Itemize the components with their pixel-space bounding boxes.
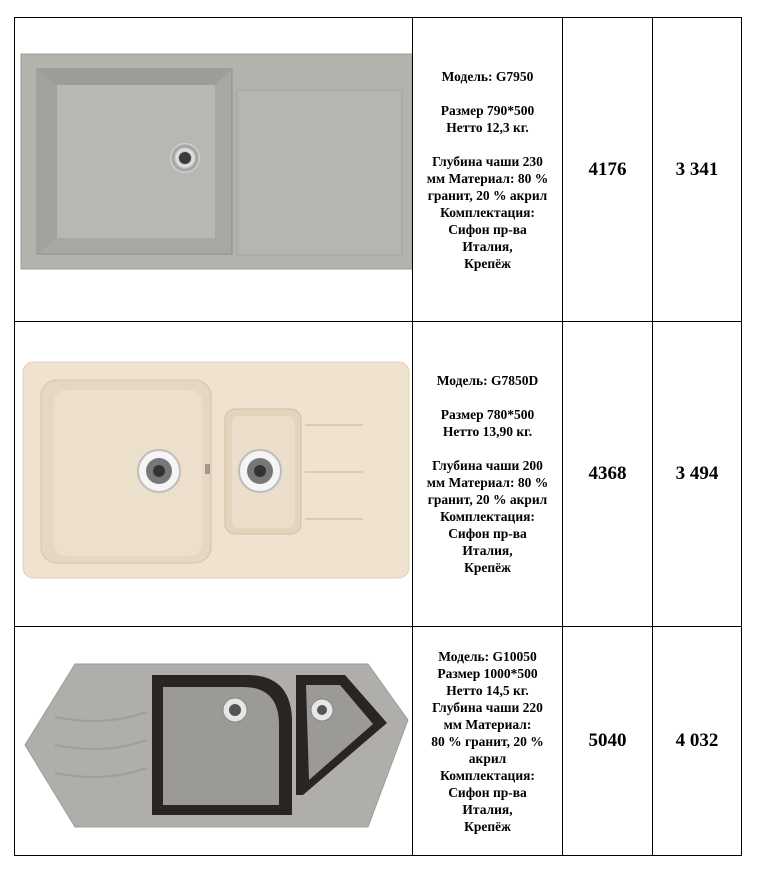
description-line: 80 % гранит, 20 % [431,733,544,749]
description-line: Нетто 12,3 кг. [446,119,529,135]
price-retail: 5040 [563,627,653,856]
table-row [15,322,742,627]
description-line: гранит, 20 % акрил [427,187,548,203]
description-line: гранит, 20 % акрил [427,492,548,507]
price-table [14,17,742,856]
description-line: Размер 790*500 [440,102,535,118]
description-gap [419,440,556,457]
description-line: Сифон пр-ва [448,784,527,800]
product-description [413,322,563,627]
description-line: мм Материал: 80 % [426,475,549,490]
description-line: Модель: G10050 [438,648,537,664]
description-line: Комплектация: [440,204,535,220]
description-line: Комплектация: [440,767,535,783]
description-line: Нетто 13,90 кг. [442,424,533,439]
price-retail: 4368 [563,322,653,627]
sink-g7850d-image [15,322,412,626]
description-line: Сифон пр-ва [448,526,527,541]
description-line: Крепёж [464,560,511,575]
description-line: Глубина чаши 230 [432,153,543,169]
description-gap [419,85,556,102]
price-discount: 3 341 [653,18,742,322]
product-image-cell [15,322,413,627]
description-line: Сифон пр-ва [448,221,527,237]
product-image-cell [15,18,413,322]
description-line: Нетто 14,5 кг. [446,682,529,698]
table-row [15,627,742,856]
description-gap [419,136,556,153]
description-line: мм Материал: [443,716,532,732]
description-line: Крепёж [464,255,511,271]
sink-g7950-image [15,18,412,321]
description-line: Италия, [462,543,513,558]
description-line: Италия, [462,801,513,817]
sink-g10050-image [15,627,412,855]
product-description [413,18,563,322]
description-line: Глубина чаши 220 [432,699,543,715]
description-line: Глубина чаши 200 [432,458,543,473]
description-line: Крепёж [464,818,511,834]
price-discount: 3 494 [653,322,742,627]
table-row [15,18,742,322]
description-line: Размер 780*500 [440,407,535,422]
description-line: Комплектация: [440,509,535,524]
description-line: Модель: G7950 [441,68,534,84]
price-discount: 4 032 [653,627,742,856]
description-line: мм Материал: 80 % [426,170,549,186]
price-retail: 4176 [563,18,653,322]
description-line: Модель: G7850D [436,373,539,388]
description-line: Размер 1000*500 [437,665,538,681]
product-description [413,627,563,856]
description-line: акрил [468,750,507,766]
product-image-cell [15,627,413,856]
description-gap [419,389,556,406]
description-line: Италия, [462,238,513,254]
